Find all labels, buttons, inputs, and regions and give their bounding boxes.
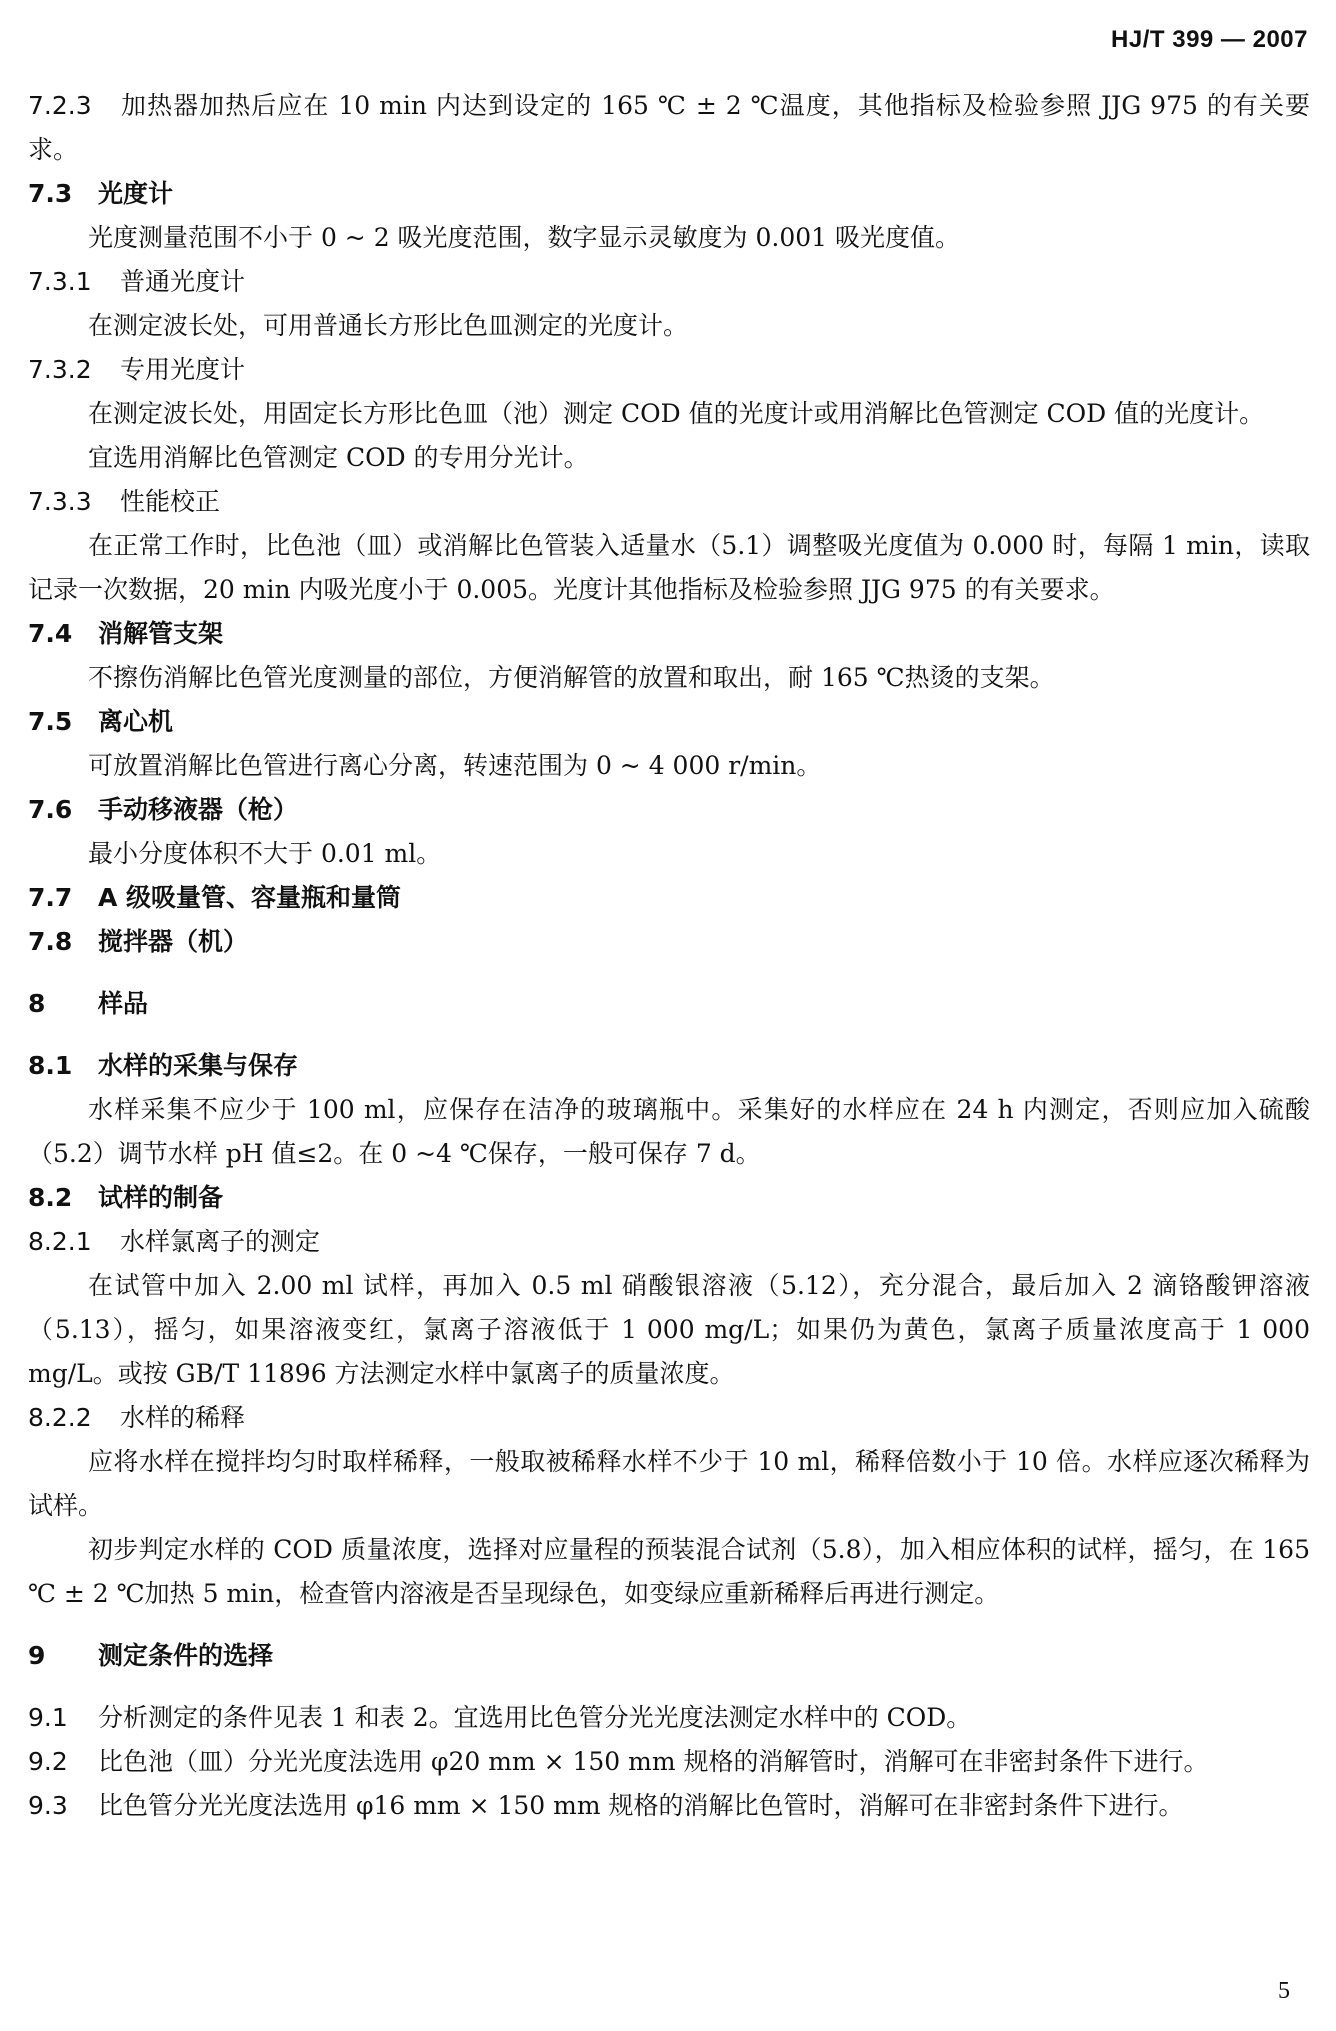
page-body (28, 84, 1310, 1828)
section-heading (28, 1176, 1310, 1220)
section-title: 试样的制备 (98, 1183, 224, 1212)
section-number: 8.1 (28, 1051, 73, 1080)
section-number: 8 (28, 989, 46, 1018)
section-number: 7.3.1 (28, 267, 92, 296)
paragraph: 初步判定水样的 COD 质量浓度，选择对应量程的预装混合试剂（5.8），加入相应体积的试样，摇匀，在 165 ℃ ± 2 ℃加热 5 min，检查管内溶液是否呈现绿色，如变绿应重新稀释后再进行测定。 (28, 1535, 1310, 1608)
section-heading (28, 172, 1310, 216)
clause-number: 9.1 (28, 1703, 68, 1732)
clause-number: 9.2 (28, 1747, 68, 1776)
section-number: 9 (28, 1641, 46, 1670)
section-number: 8.2.2 (28, 1403, 92, 1432)
section-heading (28, 612, 1310, 656)
section-title: 搅拌器（机） (98, 927, 249, 956)
section-heading (28, 1044, 1310, 1088)
section-title: 测定条件的选择 (98, 1641, 274, 1670)
numbered-paragraph (28, 1784, 1310, 1828)
numbered-paragraph (28, 1696, 1310, 1740)
subsection-heading (28, 1220, 1310, 1264)
section-number: 8.2 (28, 1183, 73, 1212)
section-number: 7.3.2 (28, 355, 92, 384)
section-number: 7.7 (28, 883, 73, 912)
section-number: 7.3.3 (28, 487, 92, 516)
clause-text: 加热器加热后应在 10 min 内达到设定的 165 ℃ ± 2 ℃温度，其他指标及检验参照 JJG 975 的有关要求。 (28, 91, 1310, 164)
section-heading (28, 876, 1310, 920)
section-number: 7.4 (28, 619, 73, 648)
numbered-paragraph (28, 1740, 1310, 1784)
page-number: 5 (1278, 1978, 1290, 2004)
section-title: 消解管支架 (98, 619, 224, 648)
paragraph: 可放置消解比色管进行离心分离，转速范围为 0 ~ 4 000 r/min。 (88, 751, 822, 780)
section-title: 专用光度计 (120, 355, 246, 384)
section-title: 普通光度计 (120, 267, 246, 296)
paragraph: 最小分度体积不大于 0.01 ml。 (88, 839, 442, 868)
section-number: 7.3 (28, 179, 73, 208)
subsection-heading (28, 260, 1310, 304)
section-number: 7.6 (28, 795, 73, 824)
clause-text: 比色管分光光度法选用 φ16 mm × 150 mm 规格的消解比色管时，消解可在非密封条件下进行。 (98, 1791, 1184, 1820)
clause-number: 9.3 (28, 1791, 68, 1820)
section-title: 水样氯离子的测定 (120, 1227, 321, 1256)
paragraph: 在正常工作时，比色池（皿）或消解比色管装入适量水（5.1）调整吸光度值为 0.000 时，每隔 1 min，读取记录一次数据，20 min 内吸光度小于 0.005。光度计其他指标及检验参照 JJG 975 的有关要求。 (28, 531, 1310, 604)
section-number: 8.2.1 (28, 1227, 92, 1256)
section-title: 光度计 (98, 179, 174, 208)
subsection-heading (28, 348, 1310, 392)
paragraph: 应将水样在搅拌均匀时取样稀释，一般取被稀释水样不少于 10 ml，稀释倍数小于 10 倍。水样应逐次稀释为试样。 (28, 1447, 1310, 1520)
paragraph: 在试管中加入 2.00 ml 试样，再加入 0.5 ml 硝酸银溶液（5.12），充分混合，最后加入 2 滴铬酸钾溶液（5.13），摇匀，如果溶液变红，氯离子溶液低于 1 000 mg/L；如果仍为黄色，氯离子质量浓度高于 1 000 mg/L。或按 GB/T 11896 方法测定水样中氯离子的质量浓度。 (28, 1271, 1310, 1388)
clause-text: 分析测定的条件见表 1 和表 2。宜选用比色管分光光度法测定水样中的 COD。 (98, 1703, 972, 1732)
paragraph: 光度测量范围不小于 0 ~ 2 吸光度范围，数字显示灵敏度为 0.001 吸光度值。 (88, 223, 961, 252)
paragraph: 不擦伤消解比色管光度测量的部位，方便消解管的放置和取出，耐 165 ℃热烫的支架。 (88, 663, 1055, 692)
clause-number: 7.2.3 (28, 91, 92, 120)
section-heading (28, 920, 1310, 964)
section-heading (28, 788, 1310, 832)
section-title: 样品 (98, 989, 149, 1018)
paragraph: 在测定波长处，用固定长方形比色皿（池）测定 COD 值的光度计或用消解比色管测定 COD 值的光度计。 (88, 399, 1265, 428)
section-title: 手动移液器（枪） (98, 795, 299, 824)
section-number: 7.5 (28, 707, 73, 736)
subsection-heading (28, 1396, 1310, 1440)
document-code: HJ/T 399 — 2007 (1111, 26, 1308, 53)
section-heading (28, 700, 1310, 744)
section-title: A 级吸量管、容量瓶和量筒 (98, 883, 402, 912)
paragraph: 水样采集不应少于 100 ml，应保存在洁净的玻璃瓶中。采集好的水样应在 24 h 内测定，否则应加入硫酸（5.2）调节水样 pH 值≤2。在 0 ~4 ℃保存，一般可保存 7 d。 (28, 1095, 1310, 1168)
paragraph: 在测定波长处，可用普通长方形比色皿测定的光度计。 (88, 311, 689, 340)
subsection-heading (28, 480, 1310, 524)
paragraph: 宜选用消解比色管测定 COD 的专用分光计。 (88, 443, 589, 472)
clause-text: 比色池（皿）分光光度法选用 φ20 mm × 150 mm 规格的消解管时，消解可在非密封条件下进行。 (98, 1747, 1209, 1776)
section-title: 离心机 (98, 707, 174, 736)
section-heading (28, 1634, 1310, 1678)
section-title: 水样的采集与保存 (98, 1051, 299, 1080)
numbered-paragraph (28, 84, 1310, 172)
section-title: 水样的稀释 (120, 1403, 246, 1432)
section-number: 7.8 (28, 927, 73, 956)
section-heading (28, 982, 1310, 1026)
section-title: 性能校正 (120, 487, 221, 516)
